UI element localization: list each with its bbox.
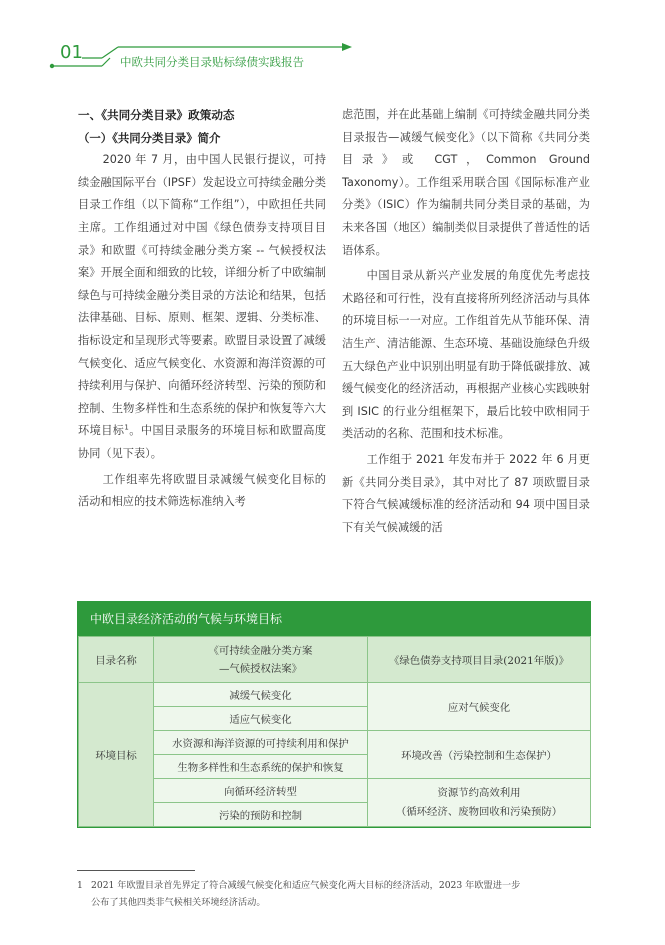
cn-item: 应对气候变化 [368, 683, 591, 731]
eu-item: 减缓气候变化 [154, 683, 368, 707]
header-decoration [0, 0, 665, 80]
subsection-heading: （一）《共同分类目录》简介 [78, 130, 221, 145]
table-row [79, 731, 591, 755]
paragraph: 虑范围，并在此基础上编制《可持续金融共同分类目录报告—减缓气候变化》（以下简称《共同分类目录》或 CGT，Common Ground Taxonomy）。工作组采用联合国《国际标准产业分类》（ISIC）作为编制共同分类目录的基础，为未来各国（地区）编制类似目录提供了普适性的话语体系。 [342, 108, 590, 257]
paragraph: 2020 年 7 月，由中国人民银行提议，可持续金融国际平台（IPSF）发起设立可持续金融分类目录工作组（以下简称“工作组”），中欧担任共同主席。工作组通过对中国《绿色债券支持项目目录》和欧盟《可持续金融分类方案 -- 气候授权法案》开展全面和细致的比较，详细分析了中欧编制绿色与可持续金融分类目录的方法论和结果，包括法律基础、目标、原则、框架、逻辑、分类标准、指标设定和呈现形式等要素。欧盟目录设置了减缓气候变化、适应气候变化、水资源和海洋资源的可持续利用与保护、向循环经济转型、污染的预防和控制、生物多样性和生态系统的保护和恢复等六大环境目标$^1$。中国目录服务的环境目标和欧盟高度协同（见下表）。 [78, 153, 326, 460]
eu-item: 污染的预防和控制 [154, 803, 368, 827]
table-body [78, 636, 591, 827]
paragraph: 中国目录从新兴产业发展的角度优先考虑技术路径和可行性，没有直接将所列经济活动与具体的环境目标一一对应。工作组首先从节能环保、清洁生产、清洁能源、生态环境、基础设施绿色升级五大绿色产业中识别出明显有助于降低碳排放、减缓气候变化的经济活动，再根据产业核心实践映射到 ISIC 的行业分组框架下，最后比较中欧相同于类活动的名称、范围和技术标准。 [342, 269, 590, 441]
cn-item: 环境改善（污染控制和生态保护） [368, 731, 591, 779]
footnote-divider [77, 870, 195, 871]
eu-item: 生物多样性和生态系统的保护和恢复 [154, 755, 368, 779]
header-cn-catalog: 《绿色债券支持项目目录(2021年版)》 [368, 637, 591, 683]
footnote: 1 2021 年欧盟目录首先界定了符合减缓气候变化和适应气候变化两大目标的经济活动，2023 年欧盟进一步 公布了其他四类非气候相关环境经济活动。 [77, 877, 593, 911]
header-catalog-name: 目录名称 [79, 637, 154, 683]
table-header-row [79, 637, 591, 683]
table-row [79, 683, 591, 707]
eu-item: 适应气候变化 [154, 707, 368, 731]
header-eu-catalog: 《可持续金融分类方案 —气候授权法案》 [154, 637, 368, 683]
page-number: 01 [60, 42, 83, 63]
right-column [342, 104, 590, 539]
footnote-ref[interactable]: 1 [124, 423, 129, 432]
objectives-table [77, 601, 591, 828]
header-title: 中欧共同分类目录贴标绿债实践报告 [120, 55, 304, 69]
table-row [79, 779, 591, 803]
eu-item: 水资源和海洋资源的可持续利用和保护 [154, 731, 368, 755]
row-label: 环境目标 [79, 683, 154, 827]
eu-item: 向循环经济转型 [154, 779, 368, 803]
table-caption: 中欧目录经济活动的气候与环境目标 [78, 602, 590, 636]
left-column [78, 104, 326, 514]
cn-item: 资源节约高效利用 （循环经济、废物回收和污染预防） [368, 779, 591, 827]
paragraph: 工作组于 2021 年发布并于 2022 年 6 月更新《共同分类目录》，其中对比了 87 项欧盟目录下符合气候减缓标准的经济活动和 94 项中国目录下有关气候减缓的活 [342, 452, 590, 534]
paragraph: 工作组率先将欧盟目录减缓气候变化目标的活动和相应的技术筛选标准纳入考 [78, 472, 326, 509]
footnote-number: 1 [77, 880, 83, 891]
section-heading: 一、《共同分类目录》政策动态 [78, 108, 235, 122]
